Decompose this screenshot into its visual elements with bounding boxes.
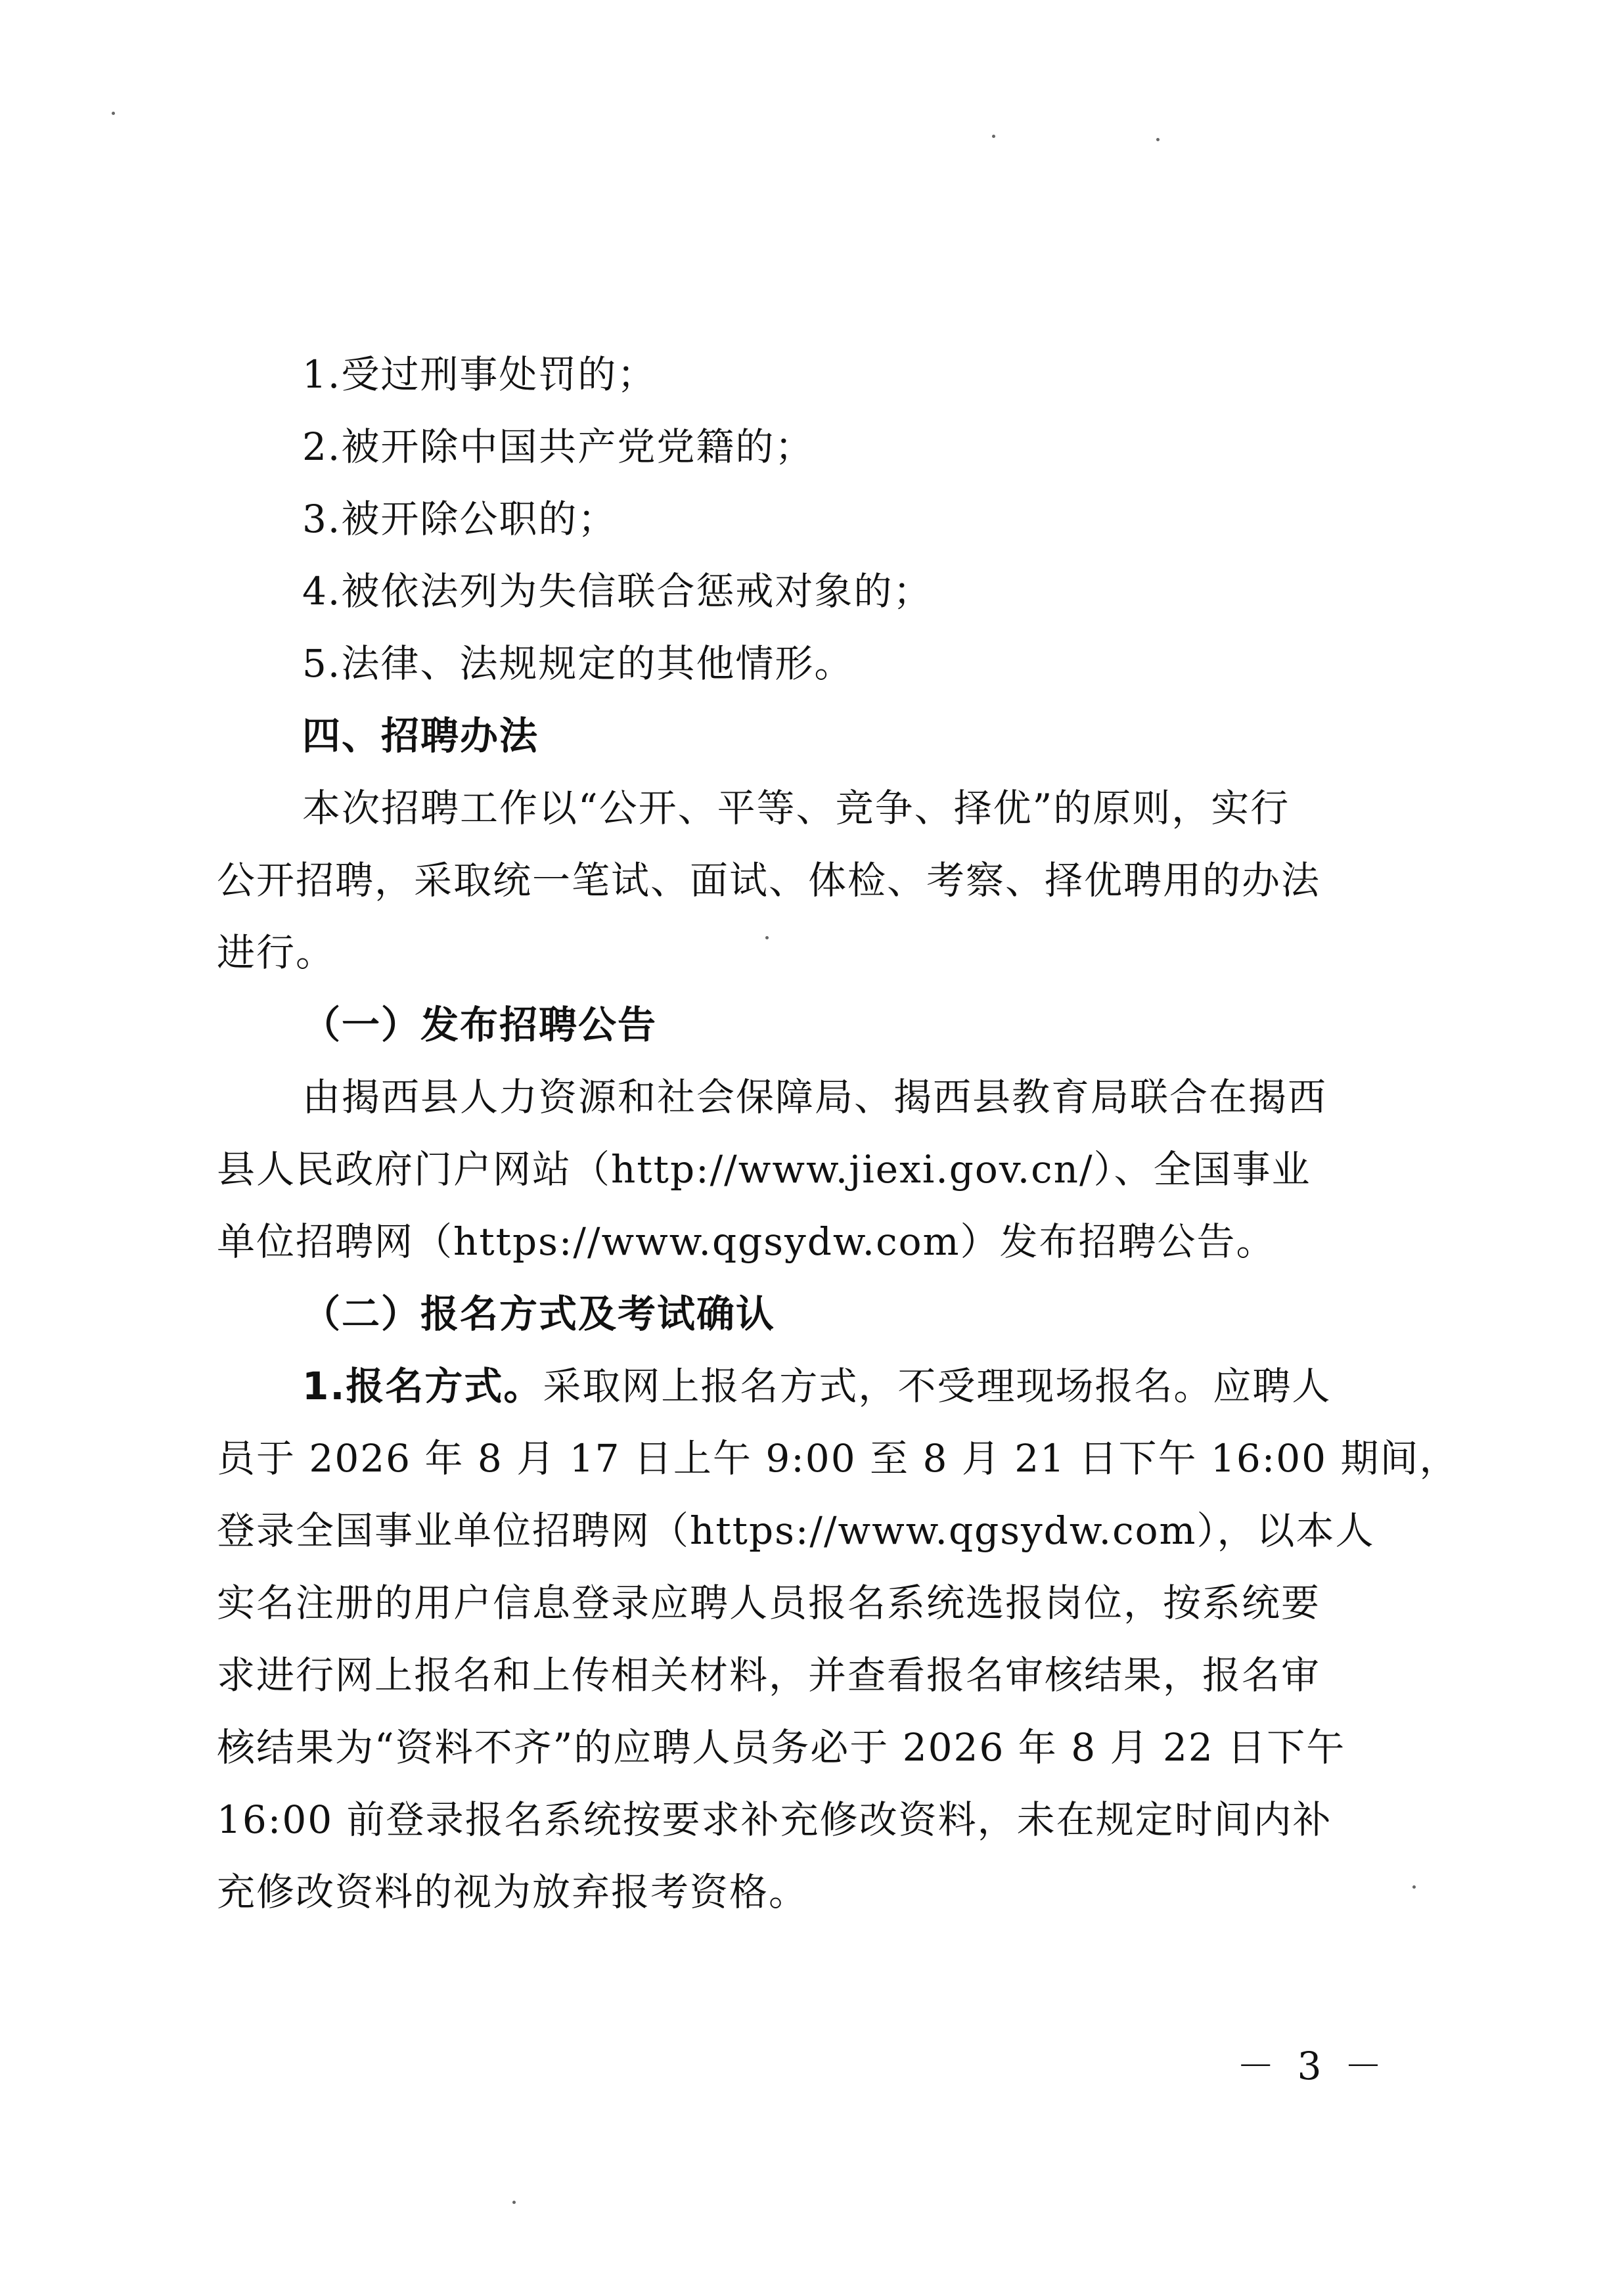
paragraph-lead: 1.报名方式。 (302, 1364, 543, 1408)
list-item: 2.被开除中国共产党党籍的； (302, 424, 815, 469)
paragraph-text: 采取网上报名方式，不受理现场报名。应聘人 (543, 1364, 1332, 1408)
paragraph-line: 由揭西县人力资源和社会保障局、揭西县教育局联合在揭西 (302, 1075, 1328, 1119)
paragraph-line: 单位招聘网（https://www.qgsydw.com）发布招聘公告。 (217, 1219, 1276, 1264)
scan-speck (765, 936, 769, 939)
paragraph-line: 登录全国事业单位招聘网（https://www.qgsydw.com），以本人 (217, 1508, 1375, 1553)
list-item: 1.受过刑事处罚的； (302, 352, 657, 397)
list-item: 3.被开除公职的； (302, 497, 618, 541)
paragraph-line: 实名注册的用户信息登录应聘人员报名系统选报岗位，按系统要 (217, 1581, 1321, 1625)
scan-speck (1156, 138, 1160, 141)
scan-speck (1412, 1885, 1416, 1889)
paragraph-line: 求进行网上报名和上传相关材料，并查看报名审核结果，报名审 (217, 1653, 1321, 1697)
paragraph-line: 本次招聘工作以“公开、平等、竞争、择优”的原则，实行 (302, 786, 1290, 830)
list-item: 4.被依法列为失信联合惩戒对象的； (302, 569, 933, 614)
section-heading: 四、招聘办法 (302, 713, 539, 758)
paragraph-line: 进行。 (217, 930, 336, 975)
paragraph-line: 公开招聘，采取统一笔试、面试、体检、考察、择优聘用的办法 (217, 858, 1321, 903)
paragraph-line: 16:00 前登录报名系统按要求补充修改资料，未在规定时间内补 (217, 1797, 1332, 1842)
paragraph-line (302, 1363, 1478, 1409)
scan-speck (512, 2201, 516, 2204)
scan-speck (992, 135, 995, 138)
list-item: 5.法律、法规规定的其他情形。 (302, 641, 854, 686)
paragraph-line: 县人民政府门户网站（http://www.jiexi.gov.cn/）、全国事业 (217, 1147, 1311, 1192)
paragraph-line: 充修改资料的视为放弃报考资格。 (217, 1870, 809, 1914)
page-number: － 3 － (1236, 2044, 1387, 2088)
subheading: （一）发布招聘公告 (302, 1002, 658, 1047)
scan-speck (112, 112, 115, 115)
subheading: （二）报名方式及考试确认 (302, 1292, 776, 1336)
paragraph-line: 员于 2026 年 8 月 17 日上午 9:00 至 8 月 21 日下午 16:00 期间， (217, 1436, 1459, 1481)
paragraph-line: 核结果为“资料不齐”的应聘人员务必于 2026 年 8 月 22 日下午 (217, 1725, 1346, 1770)
